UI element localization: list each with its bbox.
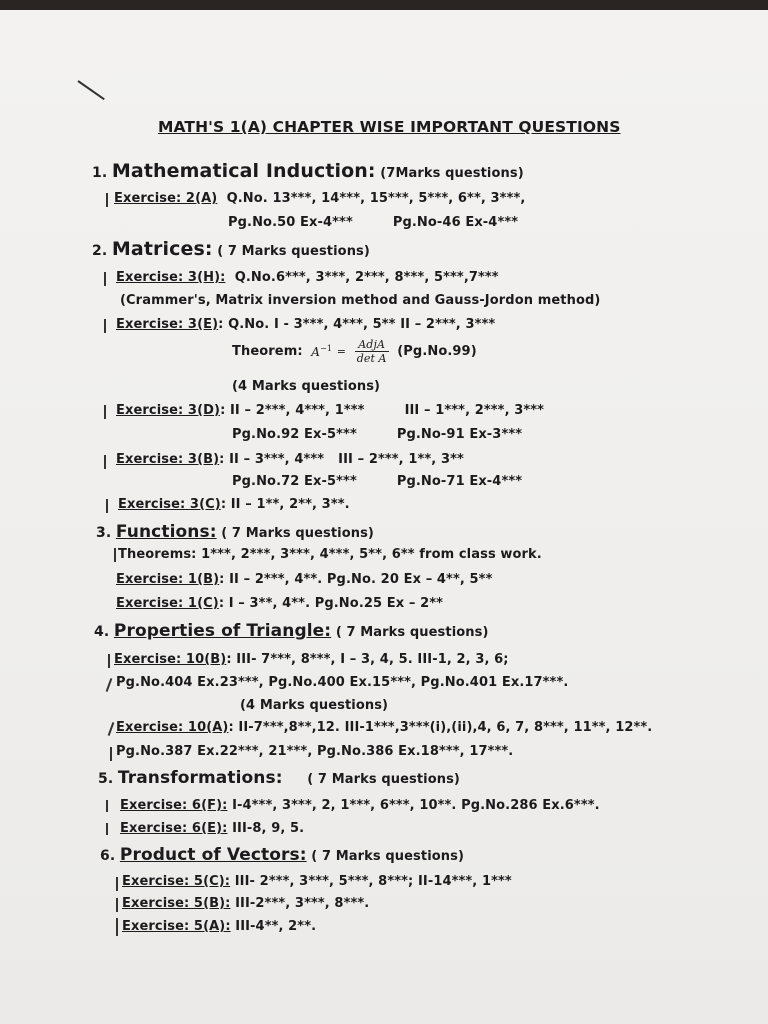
page-ref: Pg.No.72 Ex-5*** [232,474,357,489]
section-name: Matrices: [111,238,213,260]
exercise-row [120,798,600,813]
fraction-numerator: AdjA [355,338,389,352]
section-marks: ( 7 Marks questions) [335,625,489,640]
section-number: 3. [96,525,112,541]
section-marks: ( 7 Marks questions) [311,849,465,864]
theorem-label: Theorem: [232,344,303,359]
section-marks: ( 7 Marks questions) [307,772,460,787]
question-list: : II-7***,8**,12. III-1***,3***(i),(ii),4, 6, 7, 8***, 11**, 12**. [228,720,653,735]
theorem-fraction [355,338,389,365]
theorem-lhs: $A^{-1}$ [311,344,333,359]
theorem-equals: = [336,345,347,358]
theorems-list: Theorems: 1***, 2***, 3***, 4***, 5**, 6** from class work. [118,547,542,562]
question-list: Q.No.6***, 3***, 2***, 8***, 5***,7*** [234,270,499,285]
margin-bar [104,319,106,333]
exercise-row [116,572,492,587]
section-marks: ( 7 Marks questions) [221,526,374,541]
section-number: 4. [94,624,110,640]
question-list: : II – 3***, 4*** [219,452,325,467]
page-ref-row [232,427,522,442]
section-number: 2. [92,243,108,259]
page-ref: Pg.No-71 Ex-4*** [396,474,523,489]
section-marks: (7Marks questions) [380,166,524,181]
exercise-label: Exercise: 5(A): [122,919,231,934]
question-list: : III- 7***, 8***, I – 3, 4, 5. III-1, 2, 3, 6; [226,652,509,667]
method-note: (Crammer's, Matrix inversion method and Gauss-Jordon method) [120,293,601,308]
section-name: Transformations: [117,768,283,788]
question-list: : I – 3**, 4**. Pg.No.25 Ex – 2** [218,596,444,611]
section-name: Properties of Triangle: [113,621,332,641]
question-list: III-2***, 3***, 8***. [230,896,370,911]
exercise-row [120,821,304,836]
exercise-label: Exercise: 5(B): [122,896,231,911]
exercise-row [114,652,509,667]
question-list: Q.No. 13***, 14***, 15***, 5***, 6**, 3***, [226,191,526,206]
exercise-row [116,403,544,418]
margin-bar [116,918,118,936]
marks-label: (4 Marks questions) [232,379,381,394]
fraction-denominator: det A [356,352,387,365]
section-5-heading [98,768,460,788]
question-list: III – 2***, 1**, 3** [338,452,464,467]
question-list: III-8, 9, 5. [227,821,305,836]
page-ref-row [232,474,522,489]
question-list: : II – 1**, 2**, 3**. [220,497,350,512]
exercise-row [118,497,350,512]
margin-bar [116,877,118,891]
page-ref-row [228,215,518,230]
question-list: : Q.No. I - 3***, 4***, 5** II – 2***, 3*** [218,317,496,332]
page-ref: Pg.No.92 Ex-5*** [232,427,357,442]
section-number: 5. [98,771,114,787]
section-name: Functions: [115,522,217,542]
question-list: I-4***, 3***, 2, 1***, 6***, 10**. Pg.No.286 Ex.6***. [227,798,600,813]
margin-bar [110,747,112,761]
exercise-label: Exercise: 3(E) [116,317,219,332]
section-2-heading [92,238,370,260]
page-ref-row: Pg.No.404 Ex.23***, Pg.No.400 Ex.15***, Pg.No.401 Ex.17***. [116,675,569,690]
question-list: III- 2***, 3***, 5***, 8***; II-14***, 1*** [230,874,512,889]
section-3-heading [96,522,374,542]
question-list: : II – 2***, 4**. Pg.No. 20 Ex – 4**, 5** [219,572,493,587]
page-ref: (Pg.No.99) [397,344,477,359]
section-1-heading [92,160,524,182]
theorems-row [114,547,542,562]
exercise-label: Exercise: 5(C): [122,874,231,889]
exercise-label: Exercise: 3(B) [116,452,220,467]
page-ref: Pg.No-91 Ex-3*** [396,427,523,442]
section-number: 1. [92,165,108,181]
exercise-label: Exercise: 6(E): [120,821,228,836]
exercise-row [116,596,443,611]
margin-bar [116,898,118,912]
exercise-label: Exercise: 1(C) [116,596,219,611]
page-title: MATH'S 1(A) CHAPTER WISE IMPORTANT QUESTIONS [158,118,621,136]
margin-bar [104,272,106,286]
section-4-heading [94,621,489,641]
exercise-label: Exercise: 3(D) [116,403,221,418]
margin-bar [104,405,106,419]
exercise-row [116,452,464,467]
margin-bar [106,193,108,207]
exercise-row [122,874,512,889]
question-list: : II – 2***, 4***, 1*** [220,403,365,418]
question-list: III – 1***, 2***, 3*** [404,403,545,418]
section-6-heading [100,845,464,865]
exercise-label: Exercise: 2(A) [114,191,218,206]
exercise-row [114,191,525,206]
margin-bar [106,823,108,835]
page-ref-row: Pg.No.387 Ex.22***, 21***, Pg.No.386 Ex.18***, 17***. [116,744,514,759]
exercise-row [122,896,369,911]
exercise-label: Exercise: 3(H): [116,270,226,285]
section-marks: ( 7 Marks questions) [217,244,370,259]
exercise-row [116,720,652,735]
page-ref: Pg.No.50 Ex-4*** [228,215,353,230]
exercise-label: Exercise: 1(B) [116,572,220,587]
exercise-row [116,270,499,285]
exercise-label: Exercise: 6(F): [120,798,228,813]
top-edge [0,0,768,10]
exercise-label: Exercise: 10(B) [114,652,227,667]
section-name: Product of Vectors: [119,845,307,865]
page-ref: Pg.No-46 Ex-4*** [392,215,519,230]
exercise-label: Exercise: 10(A) [116,720,229,735]
margin-bar [108,654,110,668]
theorem-row [232,338,477,365]
question-list: III-4**, 2**. [230,919,317,934]
section-name: Mathematical Induction: [111,160,376,182]
marks-label: (4 Marks questions) [240,698,389,713]
exercise-row [122,919,316,934]
margin-bar [106,800,108,812]
margin-bar [104,455,106,469]
section-number: 6. [100,848,116,864]
exercise-label: Exercise: 3(C) [118,497,221,512]
margin-bar [106,499,108,513]
exercise-row [116,317,495,332]
